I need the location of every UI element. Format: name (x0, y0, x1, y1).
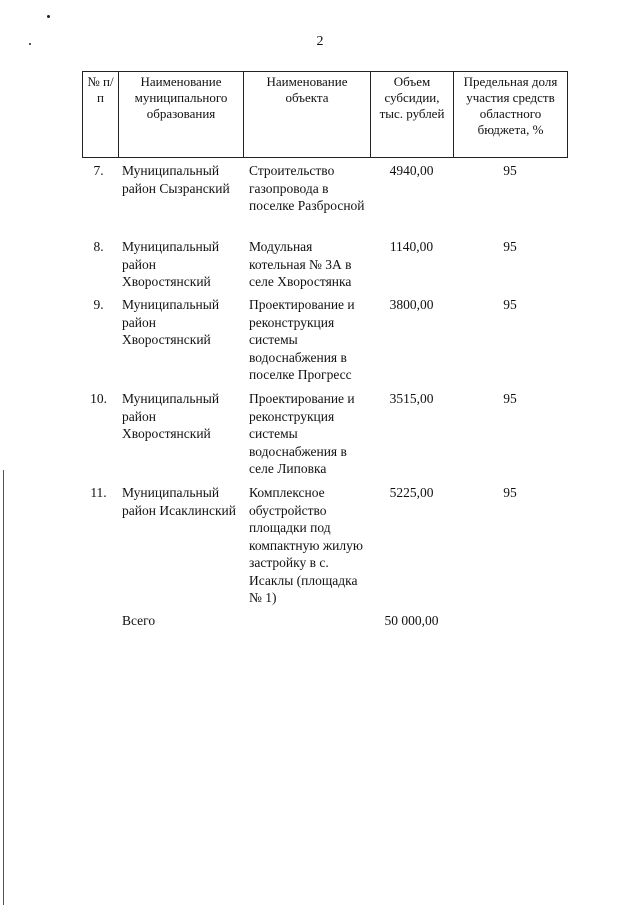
row-municipality: Муниципальный район Исаклинский (122, 485, 236, 518)
row-object: Модульная котельная № 3А в селе Хворостянка (249, 239, 352, 289)
header-amount: Объем субсидии, тыс. рублей (371, 72, 454, 158)
row-share: 95 (503, 239, 517, 254)
row-object: Строительство газопровода в поселке Разбросной (249, 163, 365, 213)
row-municipality: Муниципальный район Хворостянский (122, 297, 220, 347)
header-share: Предельная доля участия средств областного бюджета, % (454, 72, 568, 158)
table-row (82, 296, 567, 390)
row-object: Проектирование и реконструкция системы водоснабжения в поселке Прогресс (249, 297, 355, 382)
row-amount: 3800,00 (389, 297, 434, 312)
row-amount: 3515,00 (389, 391, 434, 406)
row-amount: 1140,00 (389, 239, 434, 254)
row-number: 11. (90, 485, 107, 500)
row-number: 8. (93, 239, 104, 254)
row-share: 95 (503, 391, 517, 406)
table-row (82, 390, 567, 484)
row-share: 95 (503, 485, 517, 500)
total-label: Всего (122, 613, 156, 628)
table-row (82, 162, 567, 238)
row-municipality: Муниципальный район Хворостянский (122, 239, 220, 289)
header-municipality: Наименование муниципального образования (119, 72, 244, 158)
row-number: 10. (90, 391, 107, 406)
row-municipality: Муниципальный район Сызранский (122, 163, 230, 196)
row-number: 7. (93, 163, 104, 178)
table-row (82, 484, 567, 612)
row-share: 95 (503, 163, 517, 178)
row-share: 95 (503, 297, 517, 312)
scan-speck (47, 15, 50, 18)
page-number: 2 (316, 34, 324, 49)
table-row (82, 238, 567, 296)
row-amount: 5225,00 (389, 485, 434, 500)
header-number: № п/п (83, 72, 119, 158)
row-object: Комплексное обустройство площадки под компактную жилую застройку в с. Исаклы (площадка № 1) (249, 485, 363, 605)
total-row (82, 612, 567, 630)
row-object: Проектирование и реконструкция системы водоснабжения в селе Липовка (249, 391, 355, 476)
table-body (82, 162, 567, 630)
header-object: Наименование объекта (244, 72, 371, 158)
row-amount: 4940,00 (389, 163, 434, 178)
row-number: 9. (93, 297, 104, 312)
total-amount: 50 000,00 (384, 613, 439, 628)
table-header (82, 71, 568, 158)
row-municipality: Муниципальный район Хворостянский (122, 391, 220, 441)
scan-edge-line (3, 470, 4, 905)
header-row (83, 72, 568, 158)
